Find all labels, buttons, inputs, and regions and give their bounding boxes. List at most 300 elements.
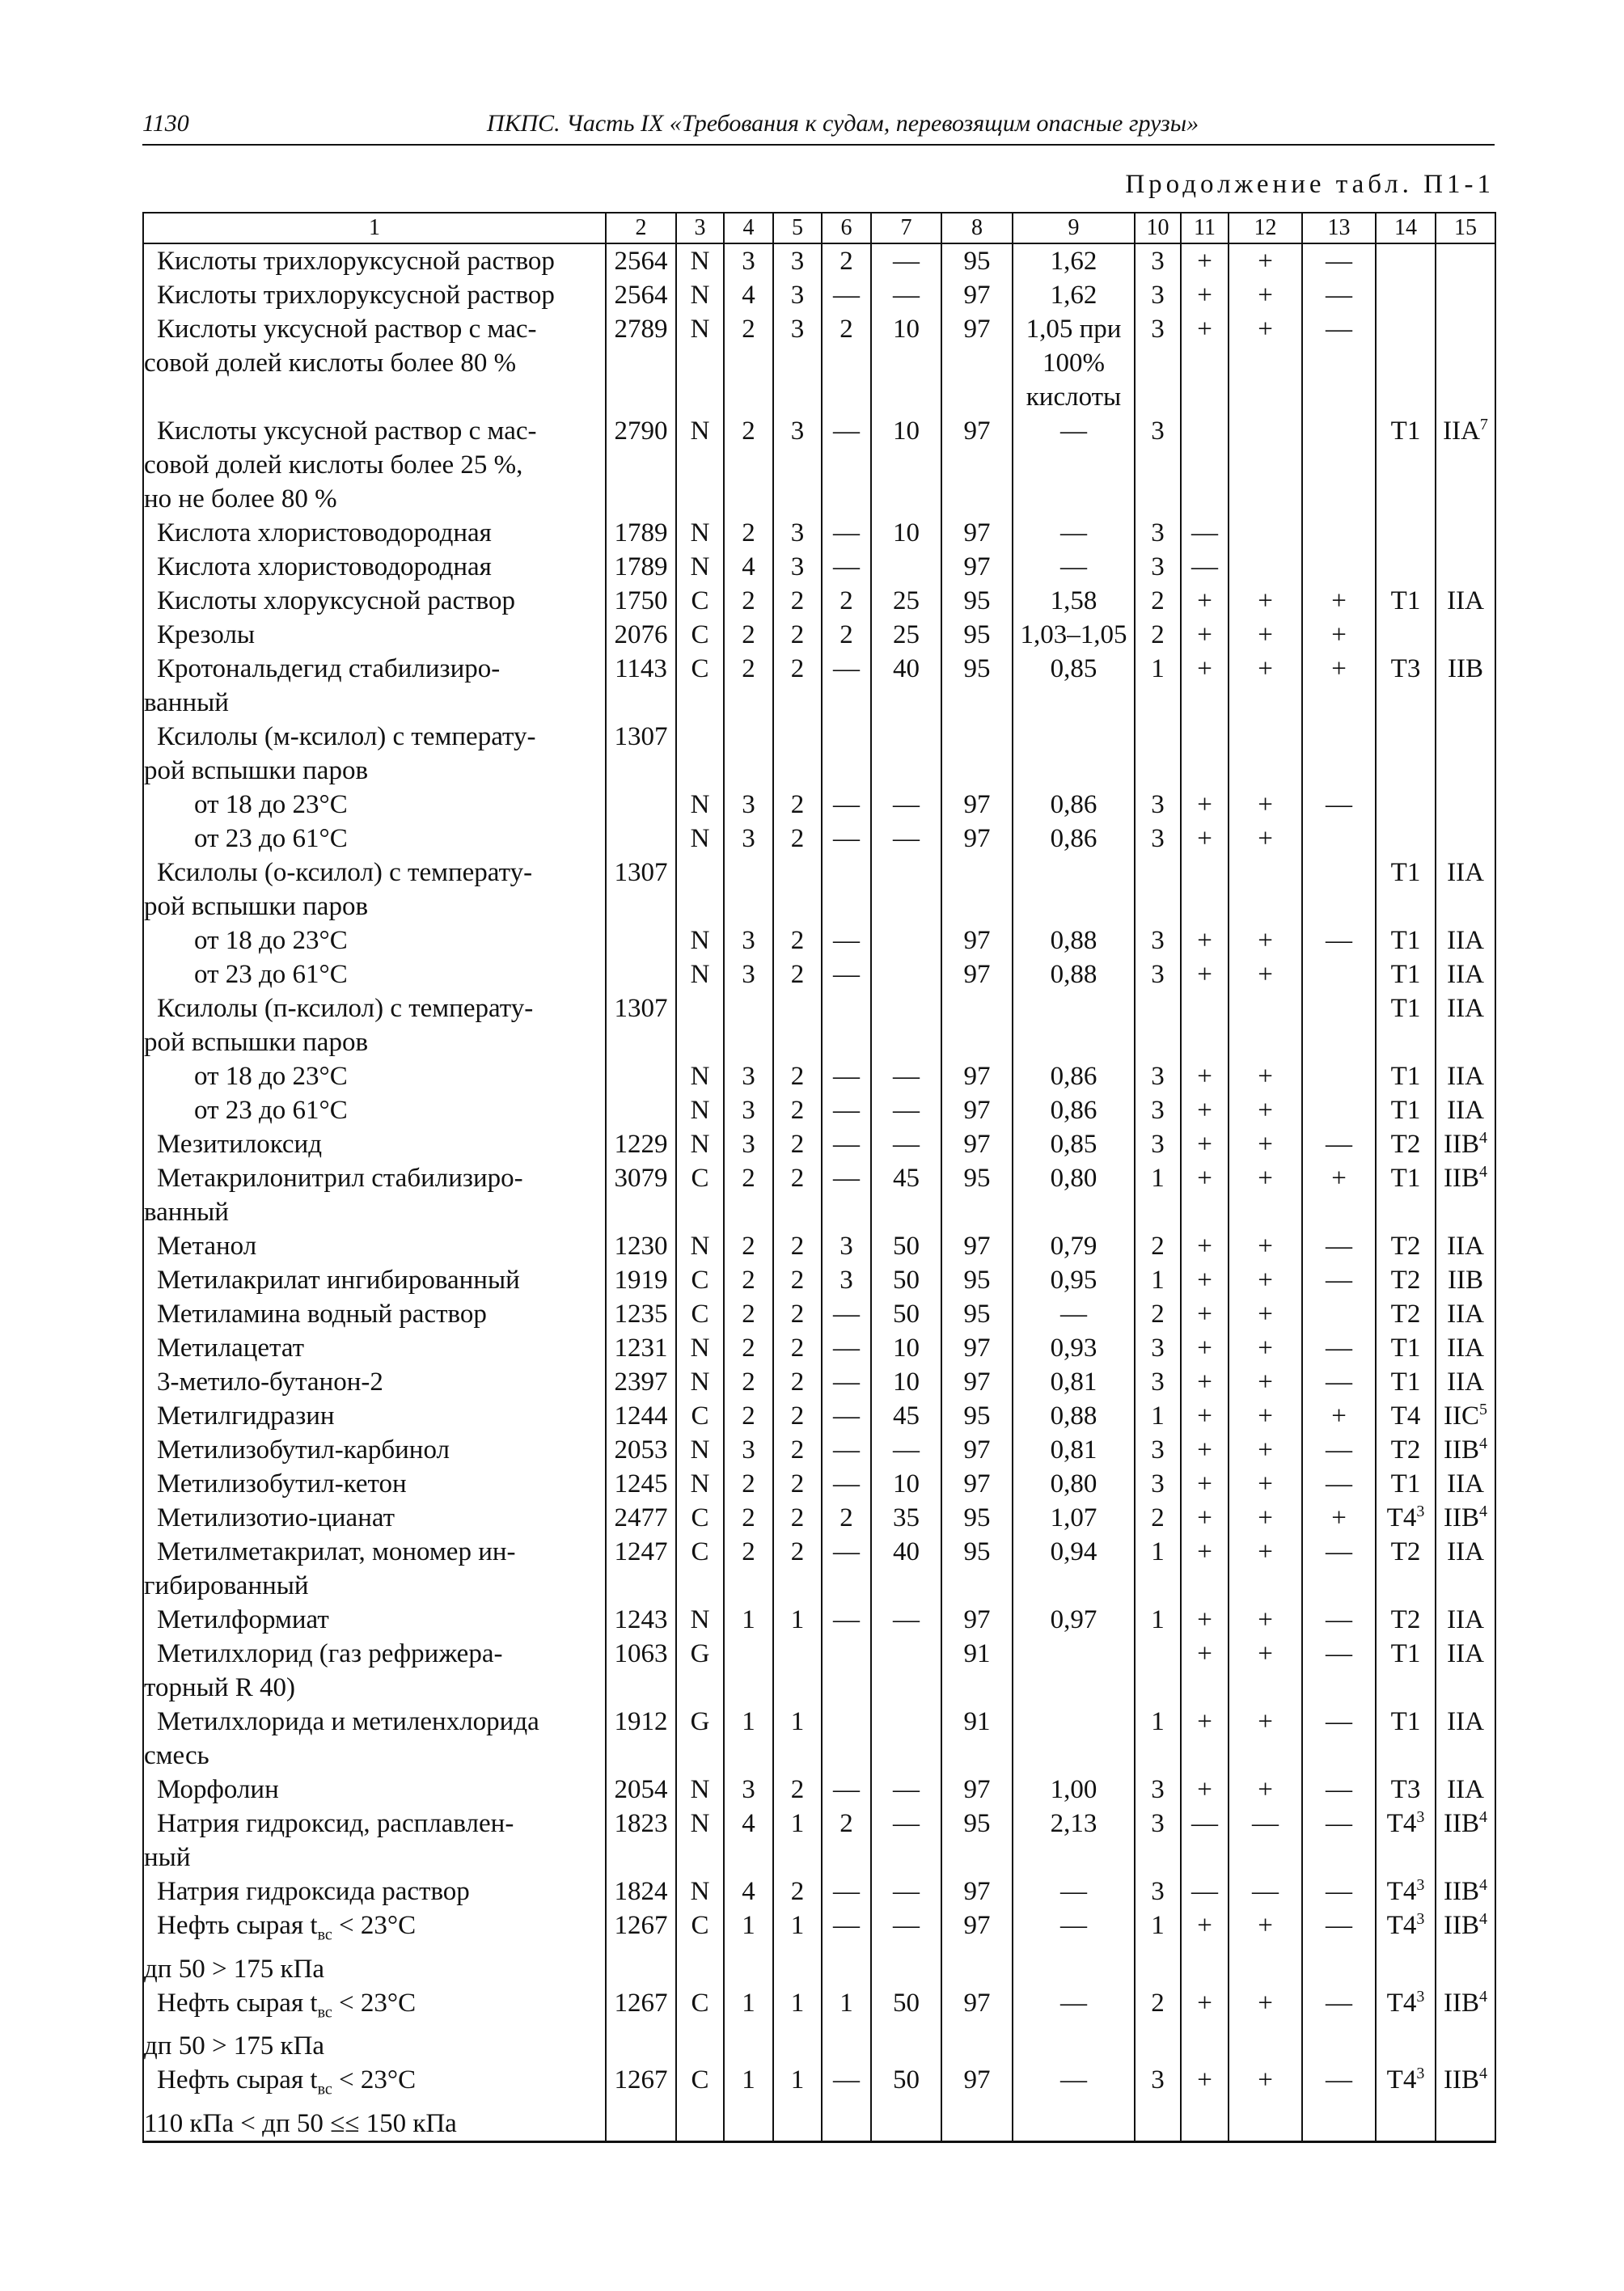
table-row — [143, 856, 1495, 924]
cell-col-9 — [1013, 822, 1135, 856]
cell-value: N — [690, 790, 710, 819]
cell-value: IIA — [1447, 1707, 1484, 1736]
cell-value: + — [1258, 1130, 1273, 1159]
cell-col-8 — [941, 1705, 1013, 1773]
cell-col-8 — [941, 1908, 1013, 1986]
cell-value: + — [1197, 790, 1212, 819]
cell-value: + — [1197, 926, 1212, 955]
cell-col-4 — [724, 1807, 773, 1875]
substance-name-cell — [143, 720, 606, 788]
cell-col-5 — [773, 991, 822, 1059]
cell-value: — — [833, 654, 860, 683]
cell-value: — — [1326, 1775, 1352, 1804]
cell-col-2 — [606, 991, 676, 1059]
cell-col-6 — [822, 550, 871, 584]
cell-value: — — [833, 1096, 860, 1125]
cell-value: — — [1326, 1911, 1352, 1940]
cell-value: 2 — [742, 1300, 755, 1329]
cell-value: 1 — [790, 1605, 805, 1634]
cell-value: 0,86 — [1050, 1062, 1097, 1091]
cell-value: 10 — [893, 518, 920, 547]
cell-col-14 — [1376, 1433, 1436, 1467]
cell-col-11 — [1181, 1093, 1229, 1127]
cell-value: 1789 — [614, 552, 668, 581]
cell-value: + — [1258, 1775, 1273, 1804]
cell-value: 2 — [1151, 1503, 1165, 1532]
cell-value: IIA — [1447, 1367, 1484, 1397]
cell-col-10 — [1135, 1908, 1181, 1986]
cell-col-5 — [773, 822, 822, 856]
substance-name-cell — [143, 1161, 606, 1229]
cell-col-7 — [871, 1807, 941, 1875]
substance-name: Морфолин — [157, 1775, 279, 1804]
cell-col-7 — [871, 1637, 941, 1705]
cell-col-7 — [871, 1986, 941, 2064]
cell-col-8 — [941, 414, 1013, 516]
cell-col-11 — [1181, 720, 1229, 788]
cell-value: + — [1258, 926, 1273, 955]
cell-value: N — [690, 1469, 710, 1498]
cell-value: 95 — [963, 1401, 991, 1431]
cell-col-4 — [724, 1501, 773, 1535]
cell-col-10 — [1135, 516, 1181, 550]
cell-col-13 — [1302, 822, 1376, 856]
cell-value: — — [833, 1877, 860, 1906]
cell-value: T2 — [1390, 1435, 1421, 1465]
cell-value: + — [1258, 1232, 1273, 1261]
cell-col-12 — [1229, 1501, 1302, 1535]
cell-col-3 — [676, 1229, 724, 1263]
cell-value: 0,97 — [1050, 1605, 1097, 1634]
cell-value: N — [690, 315, 710, 344]
cell-col-12 — [1229, 1433, 1302, 1467]
footnote-ref: 4 — [1479, 1129, 1487, 1147]
cell-col-6 — [822, 1093, 871, 1127]
cell-col-5 — [773, 1603, 822, 1637]
cell-col-10 — [1135, 924, 1181, 957]
cell-col-15 — [1436, 278, 1495, 312]
cell-value: T2 — [1390, 1300, 1421, 1329]
cell-col-11 — [1181, 1297, 1229, 1331]
cell-col-3 — [676, 1535, 724, 1603]
cell-value: T1 — [1390, 926, 1421, 955]
cell-col-4 — [724, 243, 773, 278]
cell-col-7 — [871, 652, 941, 720]
cell-col-2 — [606, 1059, 676, 1093]
cell-col-8 — [941, 1773, 1013, 1807]
cell-value: 95 — [963, 1809, 991, 1838]
substance-name-continuation: рой вспышки паров — [144, 756, 369, 785]
cell-value: 1,58 — [1050, 586, 1097, 615]
cell-col-4 — [724, 1365, 773, 1399]
cell-value: — — [1326, 1707, 1352, 1736]
cell-value: 50 — [893, 1266, 920, 1295]
cell-col-9 — [1013, 788, 1135, 822]
cell-col-13 — [1302, 2063, 1376, 2141]
cell-value: 2 — [839, 315, 853, 344]
cell-col-14 — [1376, 1637, 1436, 1705]
cell-value: — — [1252, 1877, 1279, 1906]
cell-value: 95 — [963, 1300, 991, 1329]
cell-value: C — [691, 1300, 709, 1329]
substance-name-cell — [143, 1986, 606, 2064]
cell-value: + — [1258, 1469, 1273, 1498]
substance-name-continuation: совой долей кислоты более 80 % — [144, 349, 517, 378]
cell-col-6 — [822, 618, 871, 652]
cell-value: 2,13 — [1050, 1809, 1097, 1838]
cell-value: + — [1197, 1334, 1212, 1363]
cell-col-6 — [822, 312, 871, 414]
cell-col-13 — [1302, 1986, 1376, 2064]
cell-col-12 — [1229, 584, 1302, 618]
cell-col-5 — [773, 1229, 822, 1263]
cell-col-15 — [1436, 1603, 1495, 1637]
cell-value: 97 — [963, 518, 991, 547]
cell-col-7 — [871, 618, 941, 652]
substance-name: от 18 до 23°C — [194, 1062, 348, 1091]
cell-value: 1919 — [614, 1266, 668, 1295]
cell-value: C — [691, 1988, 709, 2018]
cell-value: — — [833, 1911, 860, 1940]
cell-value: 0,80 — [1050, 1164, 1097, 1193]
cell-value: 1,05 при — [1026, 315, 1122, 344]
cell-col-15 — [1436, 1467, 1495, 1501]
cell-value: — — [1191, 1877, 1218, 1906]
cell-col-3 — [676, 1467, 724, 1501]
cell-value: 2 — [790, 1503, 805, 1532]
cell-value: 3 — [742, 1062, 755, 1091]
cell-value: 50 — [893, 1232, 920, 1261]
cell-col-15 — [1436, 1637, 1495, 1705]
table-row — [143, 312, 1495, 414]
cell-value: + — [1331, 654, 1347, 683]
substance-name-cell — [143, 1059, 606, 1093]
cell-value: + — [1197, 1367, 1212, 1397]
cell-col-2 — [606, 1399, 676, 1433]
cell-col-4 — [724, 2063, 773, 2141]
cell-col-10 — [1135, 1365, 1181, 1399]
cell-col-12 — [1229, 1467, 1302, 1501]
cell-col-4 — [724, 1535, 773, 1603]
cell-col-8 — [941, 822, 1013, 856]
cell-value: 95 — [963, 654, 991, 683]
cell-value: T3 — [1390, 654, 1421, 683]
cell-value: 3 — [1151, 247, 1165, 276]
cell-col-7 — [871, 1603, 941, 1637]
cell-value: 2 — [790, 1300, 805, 1329]
table-row — [143, 414, 1495, 516]
substance-name: Кислота хлористоводородная — [157, 518, 492, 547]
cell-col-8 — [941, 720, 1013, 788]
cell-value: 2 — [742, 586, 755, 615]
cell-col-14 — [1376, 822, 1436, 856]
cell-value: + — [1197, 281, 1212, 310]
substance-name-cell — [143, 1773, 606, 1807]
cell-value: — — [893, 824, 920, 853]
cell-value: — — [833, 1605, 860, 1634]
cell-col-15 — [1436, 1093, 1495, 1127]
cell-col-2 — [606, 1093, 676, 1127]
cell-col-6 — [822, 1365, 871, 1399]
cell-col-9 — [1013, 1399, 1135, 1433]
footnote-ref: 3 — [1416, 1987, 1425, 2006]
cell-col-8 — [941, 1467, 1013, 1501]
cell-col-6 — [822, 1603, 871, 1637]
running-title: ПКПС. Часть IX «Требования к судам, перевозящим опасные грузы» — [486, 110, 1199, 137]
cell-value: + — [1197, 247, 1212, 276]
cell-value: N — [690, 1334, 710, 1363]
cell-value: 1,00 — [1050, 1775, 1097, 1804]
cell-value: 1 — [1151, 1266, 1165, 1295]
cell-value: 4 — [742, 552, 755, 581]
cell-col-14 — [1376, 516, 1436, 550]
cell-value: N — [690, 1775, 710, 1804]
cell-value: 3 — [1151, 926, 1165, 955]
cell-col-9 — [1013, 618, 1135, 652]
cell-value: IIA — [1447, 994, 1484, 1023]
cell-col-6 — [822, 1807, 871, 1875]
table-row — [143, 278, 1495, 312]
cell-col-15 — [1436, 1433, 1495, 1467]
cell-col-15 — [1436, 991, 1495, 1059]
cell-col-12 — [1229, 414, 1302, 516]
subscript: вс — [317, 1925, 332, 1944]
cell-value: 25 — [893, 586, 920, 615]
cell-col-9 — [1013, 516, 1135, 550]
cell-value: 1 — [742, 1605, 755, 1634]
cell-value: 2 — [790, 1537, 805, 1566]
cell-value: IIB — [1444, 1877, 1479, 1906]
cell-value: 1 — [1151, 1537, 1165, 1566]
cell-col-5 — [773, 2063, 822, 2141]
cell-col-6 — [822, 243, 871, 278]
cell-col-12 — [1229, 1093, 1302, 1127]
cell-col-5 — [773, 1331, 822, 1365]
cell-value: — — [893, 247, 920, 276]
cell-col-14 — [1376, 312, 1436, 414]
cell-col-6 — [822, 516, 871, 550]
cell-value: IIA — [1447, 858, 1484, 887]
cell-value: 1 — [742, 1707, 755, 1736]
cell-col-9 — [1013, 2063, 1135, 2141]
cell-value: 25 — [893, 620, 920, 649]
table-row — [143, 1535, 1495, 1603]
cell-col-14 — [1376, 2063, 1436, 2141]
cell-col-2 — [606, 720, 676, 788]
cell-col-8 — [941, 243, 1013, 278]
cell-col-15 — [1436, 1773, 1495, 1807]
cell-value: 2 — [742, 1266, 755, 1295]
cell-col-12 — [1229, 1603, 1302, 1637]
cell-col-9 — [1013, 856, 1135, 924]
cell-col-13 — [1302, 1637, 1376, 1705]
cell-value: 3 — [1151, 1775, 1165, 1804]
substance-name-cell — [143, 1399, 606, 1433]
cell-col-8 — [941, 278, 1013, 312]
table-row — [143, 1467, 1495, 1501]
cell-value: — — [1326, 247, 1352, 276]
cell-col-6 — [822, 788, 871, 822]
cell-col-4 — [724, 1433, 773, 1467]
cell-value: 95 — [963, 247, 991, 276]
cell-value: C — [691, 620, 709, 649]
cell-value: 2 — [742, 518, 755, 547]
cell-value: 2 — [790, 1062, 805, 1091]
cell-value: + — [1258, 1334, 1273, 1363]
cell-value: 2 — [1151, 1232, 1165, 1261]
cell-col-2 — [606, 1705, 676, 1773]
substance-name: Метанол — [157, 1232, 257, 1261]
cell-col-11 — [1181, 1986, 1229, 2064]
cell-value: 2 — [790, 1469, 805, 1498]
cell-col-15 — [1436, 1875, 1495, 1908]
cell-col-6 — [822, 1501, 871, 1535]
cell-col-15 — [1436, 1229, 1495, 1263]
table-row — [143, 1127, 1495, 1161]
cell-col-9 — [1013, 720, 1135, 788]
column-number-5: 5 — [773, 213, 822, 243]
cell-col-10 — [1135, 1059, 1181, 1093]
table-row — [143, 1093, 1495, 1127]
substance-name-cell — [143, 1705, 606, 1773]
cell-col-3 — [676, 822, 724, 856]
substance-name-cell — [143, 991, 606, 1059]
cell-value: T1 — [1390, 960, 1421, 989]
data-table — [142, 212, 1496, 2143]
cell-col-4 — [724, 1875, 773, 1908]
substance-name-cell — [143, 924, 606, 957]
cell-value: 1247 — [614, 1537, 668, 1566]
substance-name-continuation: дп 50 > 175 кПа — [144, 2031, 325, 2061]
cell-value: 3 — [1151, 1334, 1165, 1363]
cell-col-6 — [822, 1467, 871, 1501]
cell-value: T4 — [1386, 2065, 1417, 2095]
footnote-ref: 5 — [1479, 1401, 1487, 1418]
substance-name-cell — [143, 414, 606, 516]
cell-value: 3 — [1151, 2065, 1165, 2095]
cell-col-11 — [1181, 1603, 1229, 1637]
cell-value: 97 — [963, 824, 991, 853]
cell-value: IIA — [1443, 416, 1480, 446]
cell-col-15 — [1436, 822, 1495, 856]
cell-col-4 — [724, 720, 773, 788]
cell-value: 10 — [893, 1334, 920, 1363]
cell-value: + — [1197, 1130, 1212, 1159]
cell-value: — — [833, 960, 860, 989]
cell-col-8 — [941, 312, 1013, 414]
cell-col-4 — [724, 1229, 773, 1263]
cell-col-8 — [941, 856, 1013, 924]
cell-col-12 — [1229, 2063, 1302, 2141]
cell-col-11 — [1181, 1773, 1229, 1807]
cell-value: T1 — [1390, 1469, 1421, 1498]
cell-col-6 — [822, 1297, 871, 1331]
footnote-ref: 4 — [1479, 1910, 1487, 1928]
cell-col-5 — [773, 1875, 822, 1908]
cell-value: 1 — [742, 1988, 755, 2018]
cell-col-3 — [676, 1705, 724, 1773]
cell-col-15 — [1436, 1161, 1495, 1229]
cell-col-5 — [773, 618, 822, 652]
cell-value: 0,88 — [1050, 960, 1097, 989]
cell-col-12 — [1229, 788, 1302, 822]
cell-value: 1231 — [614, 1334, 668, 1363]
cell-col-2 — [606, 278, 676, 312]
cell-col-8 — [941, 652, 1013, 720]
cell-value: C — [691, 1266, 709, 1295]
cell-value: 2 — [790, 1164, 805, 1193]
cell-col-15 — [1436, 584, 1495, 618]
cell-col-4 — [724, 312, 773, 414]
cell-value: 95 — [963, 1266, 991, 1295]
cell-value: — — [833, 416, 860, 446]
cell-col-12 — [1229, 1399, 1302, 1433]
cell-value: + — [1258, 1605, 1273, 1634]
cell-col-7 — [871, 856, 941, 924]
cell-col-7 — [871, 1467, 941, 1501]
cell-value: + — [1258, 586, 1273, 615]
cell-value: 2 — [742, 416, 755, 446]
cell-value: — — [833, 1775, 860, 1804]
cell-value: — — [1060, 416, 1087, 446]
substance-name-continuation: но не более 80 % — [144, 484, 337, 514]
cell-value: 3 — [790, 247, 805, 276]
cell-col-9 — [1013, 1603, 1135, 1637]
cell-value: + — [1258, 1911, 1273, 1940]
cell-col-8 — [941, 1331, 1013, 1365]
cell-col-6 — [822, 1331, 871, 1365]
cell-col-11 — [1181, 1908, 1229, 1986]
cell-col-15 — [1436, 550, 1495, 584]
cell-value: 2564 — [614, 247, 668, 276]
cell-value: 2 — [839, 247, 853, 276]
cell-col-6 — [822, 1705, 871, 1773]
cell-col-14 — [1376, 1127, 1436, 1161]
cell-col-6 — [822, 414, 871, 516]
cell-col-5 — [773, 652, 822, 720]
cell-value: 3 — [742, 824, 755, 853]
cell-col-4 — [724, 278, 773, 312]
cell-col-8 — [941, 1093, 1013, 1127]
substance-name-cell — [143, 1875, 606, 1908]
cell-value: 0,80 — [1050, 1469, 1097, 1498]
cell-value: 50 — [893, 1300, 920, 1329]
cell-col-8 — [941, 1399, 1013, 1433]
cell-value: 4 — [742, 1877, 755, 1906]
cell-value: 3 — [1151, 416, 1165, 446]
table-continuation-caption: Продолжение табл. П1-1 — [1125, 170, 1495, 199]
cell-col-14 — [1376, 720, 1436, 788]
cell-value: — — [1060, 1300, 1087, 1329]
cell-value: — — [833, 1062, 860, 1091]
cell-col-15 — [1436, 1297, 1495, 1331]
cell-col-7 — [871, 1331, 941, 1365]
cell-col-7 — [871, 1908, 941, 1986]
cell-col-7 — [871, 1365, 941, 1399]
cell-col-7 — [871, 1297, 941, 1331]
cell-col-6 — [822, 822, 871, 856]
cell-col-11 — [1181, 312, 1229, 414]
cell-col-13 — [1302, 1297, 1376, 1331]
cell-value: + — [1258, 824, 1273, 853]
substance-name: Кислоты уксусной раствор с мас- — [157, 416, 537, 446]
cell-value: 97 — [963, 1469, 991, 1498]
cell-value: N — [690, 552, 710, 581]
cell-col-11 — [1181, 2063, 1229, 2141]
cell-value: — — [1326, 1809, 1352, 1838]
table-row — [143, 1773, 1495, 1807]
cell-col-9 — [1013, 584, 1135, 618]
